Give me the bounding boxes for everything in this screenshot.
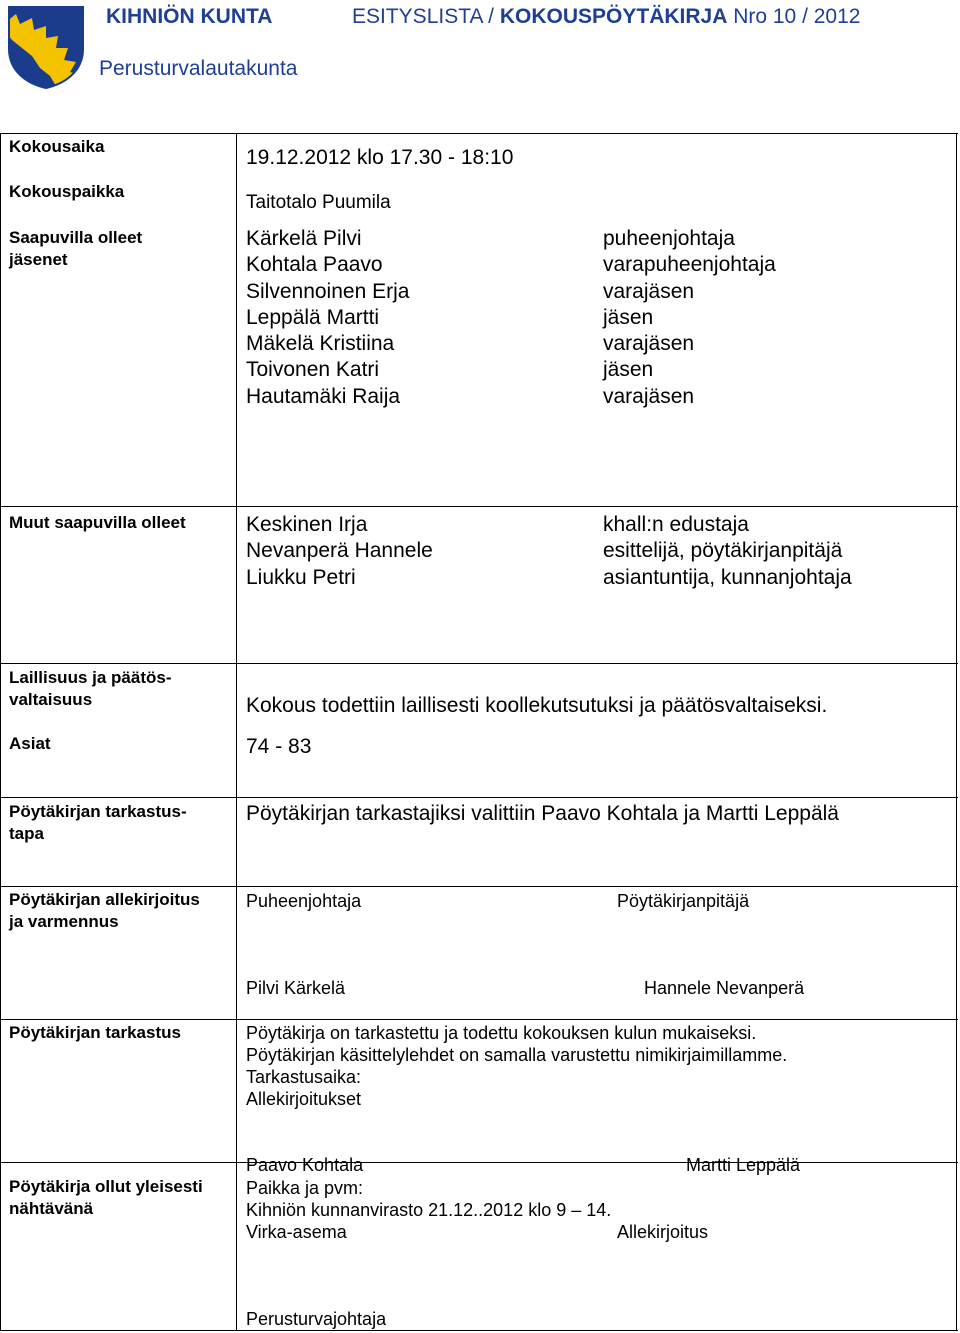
member-role: varajäsen: [603, 279, 695, 303]
review-line-2: Pöytäkirjan käsittelylehdet on samalla varustettu nimikirjaimillamme.: [246, 1045, 788, 1065]
chair-name: Pilvi Kärkelä: [246, 978, 346, 998]
doc-title-bold: KOKOUSPÖYTÄKIRJA: [499, 5, 728, 28]
signature-label: Pöytäkirjan allekirjoitus ja varmennus: [9, 890, 200, 931]
document-title: [352, 4, 860, 30]
meeting-place-value: Taitotalo Puumila: [246, 192, 391, 213]
other-role: esittelijä, pöytäkirjanpitäjä: [603, 539, 843, 563]
meeting-time-value: 19.12.2012 klo 17.30 - 18:10: [246, 146, 514, 169]
member-role: varajäsen: [603, 384, 695, 408]
review-method-text: Pöytäkirjan tarkastajiksi valittiin Paavo Kohtala ja Martti Leppälä: [246, 802, 839, 825]
position-value: Perusturvajohtaja: [246, 1309, 387, 1329]
present-members-names: [246, 226, 409, 410]
place-date-value: Kihniön kunnanvirasto 21.12..2012 klo 9 – 14.: [246, 1200, 612, 1220]
public-display-label: Pöytäkirja ollut yleisesti nähtävänä: [9, 1177, 203, 1218]
member-role: jäsen: [603, 358, 654, 382]
member-name: Kärkelä Pilvi: [246, 227, 362, 250]
review-line-1: Pöytäkirja on tarkastettu ja todettu kokouksen kulun mukaiseksi.: [246, 1023, 757, 1043]
reviewer-2-name: Martti Leppälä: [686, 1155, 801, 1175]
items-value: 74 - 83: [246, 735, 312, 758]
review-signatures-label: Allekirjoitukset: [246, 1089, 362, 1109]
reviewer-1-name: Paavo Kohtala: [246, 1155, 364, 1175]
doc-title-prefix: ESITYSLISTA /: [352, 5, 500, 28]
member-name: Toivonen Katri: [246, 358, 380, 382]
review-time-label: Tarkastusaika:: [246, 1067, 362, 1087]
member-role: varapuheenjohtaja: [603, 253, 776, 277]
secretary-title: Pöytäkirjanpitäjä: [617, 891, 750, 911]
coat-of-arms-logo: [6, 4, 86, 90]
review-label: Pöytäkirjan tarkastus: [9, 1023, 181, 1042]
secretary-name: Hannele Nevanperä: [644, 978, 805, 998]
review-method-label: Pöytäkirjan tarkastus- tapa: [9, 802, 187, 843]
other-name: Nevanperä Hannele: [246, 539, 433, 563]
place-date-label: Paikka ja pvm:: [246, 1178, 364, 1198]
others-present-names: [246, 512, 433, 591]
chair-title: Puheenjohtaja: [246, 891, 362, 911]
municipality-name: KIHNIÖN KUNTA: [106, 5, 273, 28]
items-label: Asiat: [9, 734, 51, 753]
other-role: khall:n edustaja: [603, 513, 749, 536]
doc-number: Nro 10 / 2012: [727, 5, 861, 28]
member-role: jäsen: [603, 305, 654, 329]
position-label: Virka-asema: [246, 1222, 347, 1242]
present-members-roles: [603, 226, 776, 410]
others-present-roles: [603, 512, 852, 591]
other-role: asiantuntija, kunnanjohtaja: [603, 565, 852, 589]
member-name: Kohtala Paavo: [246, 253, 383, 277]
committee-name: Perusturvalautakunta: [99, 57, 298, 80]
member-name: Leppälä Martti: [246, 305, 380, 329]
other-name: Liukku Petri: [246, 565, 356, 589]
others-present-label: Muut saapuvilla olleet: [9, 513, 186, 532]
member-name: Silvennoinen Erja: [246, 279, 410, 303]
member-role: puheenjohtaja: [603, 227, 735, 250]
member-name: Mäkelä Kristiina: [246, 332, 395, 356]
member-role: varajäsen: [603, 332, 695, 356]
legality-text: Kokous todettiin laillisesti koollekutsutuksi ja päätösvaltaiseksi.: [246, 694, 828, 717]
present-members-label: Saapuvilla olleet jäsenet: [9, 228, 143, 269]
signature-field-label: Allekirjoitus: [617, 1222, 709, 1242]
meeting-place-label: Kokouspaikka: [9, 182, 125, 201]
legality-label: Laillisuus ja päätös- valtaisuus: [9, 668, 172, 709]
other-name: Keskinen Irja: [246, 513, 368, 536]
meeting-time-label: Kokousaika: [9, 137, 105, 156]
member-name: Hautamäki Raija: [246, 384, 401, 408]
